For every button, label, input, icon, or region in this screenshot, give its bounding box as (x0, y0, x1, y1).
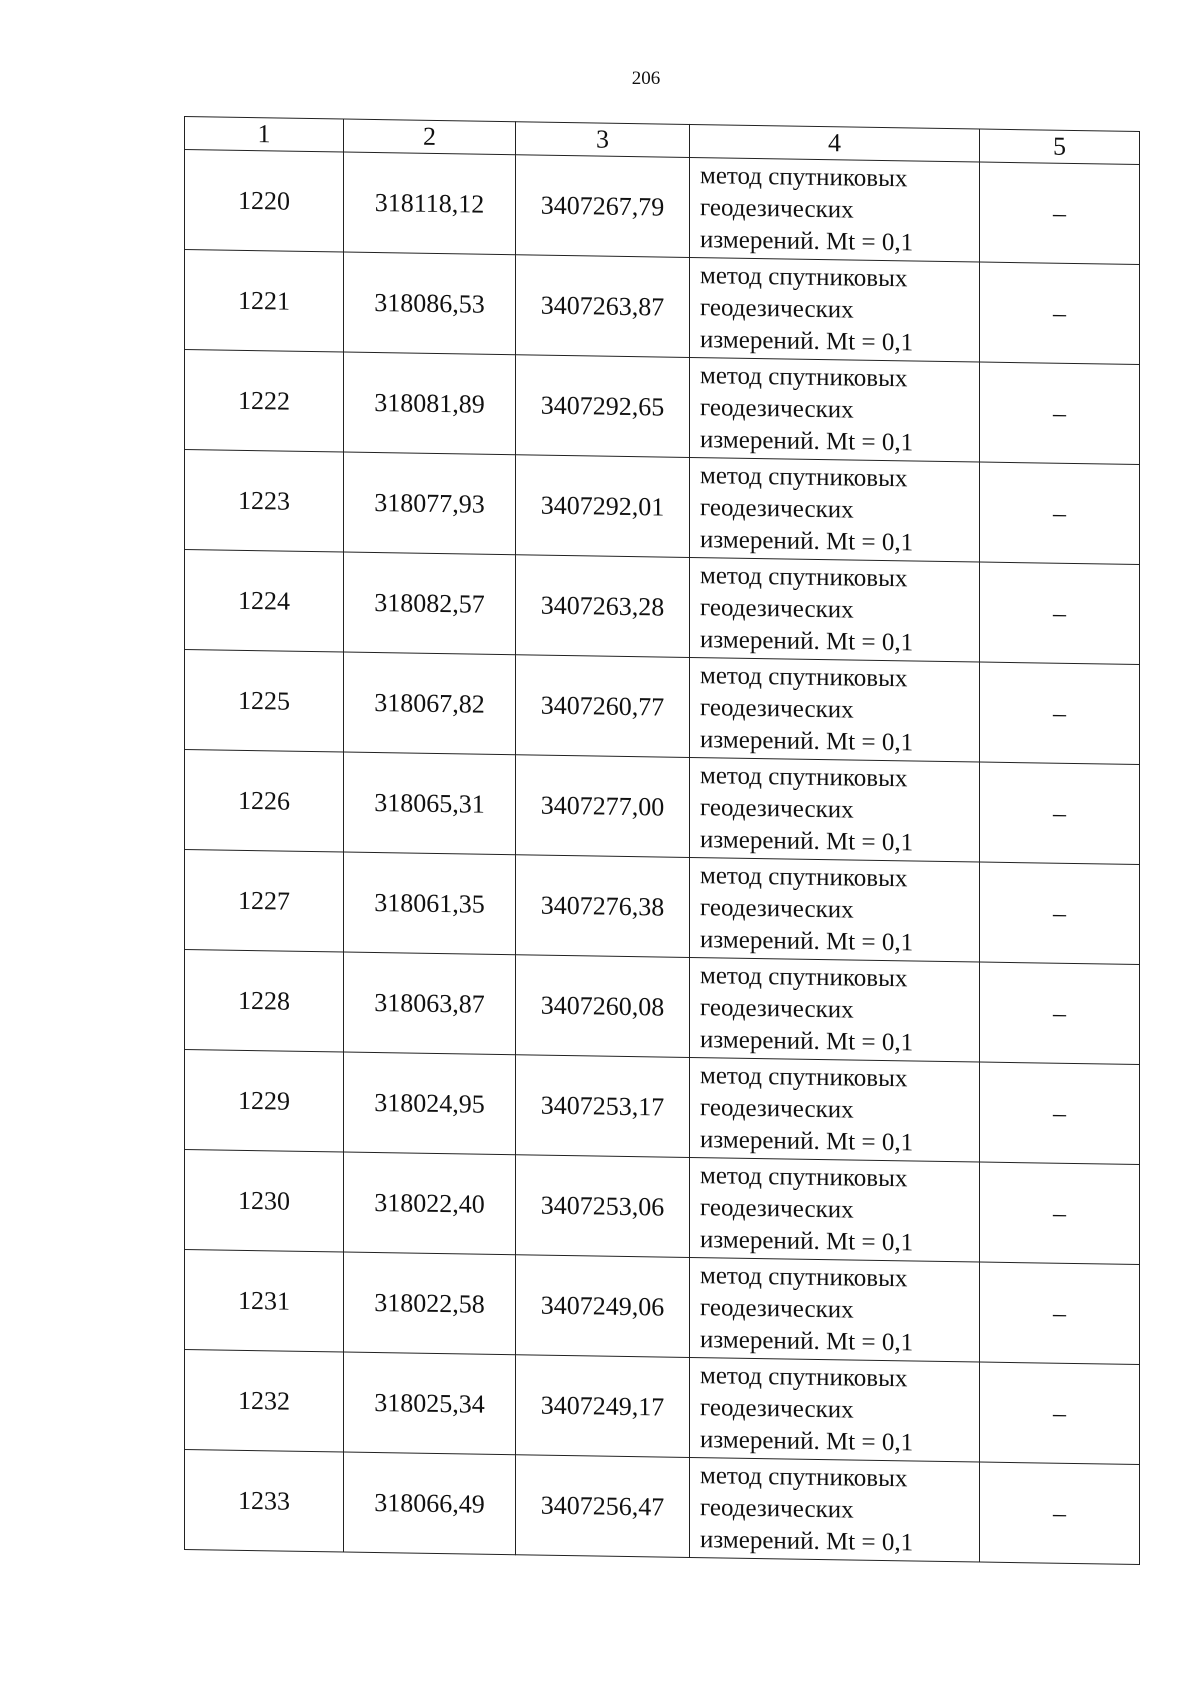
method-cell: метод спутниковых геодезических измерений. Mt = 0,1 (690, 357, 980, 462)
y-coordinate-cell: 3407260,77 (516, 655, 690, 758)
y-coordinate-cell: 3407263,87 (516, 255, 690, 358)
point-number-cell: 1221 (185, 250, 344, 352)
method-cell: метод спутниковых геодезических измерений. Mt = 0,1 (690, 857, 980, 962)
method-cell: метод спутниковых геодезических измерений. Mt = 0,1 (690, 1057, 980, 1162)
table-body (185, 150, 1140, 1565)
x-coordinate-cell: 318077,93 (344, 452, 516, 555)
point-number-cell: 1229 (185, 1050, 344, 1152)
y-coordinate-cell: 3407267,79 (516, 155, 690, 258)
x-coordinate-cell: 318061,35 (344, 852, 516, 955)
point-number-cell: 1230 (185, 1150, 344, 1252)
point-number-cell: 1231 (185, 1250, 344, 1352)
note-cell: – (980, 662, 1140, 765)
note-cell: – (980, 1062, 1140, 1165)
note-cell: – (980, 362, 1140, 465)
table-row (185, 350, 1140, 465)
table-row (185, 1450, 1140, 1565)
column-header-2: 2 (344, 119, 516, 155)
y-coordinate-cell: 3407260,08 (516, 955, 690, 1058)
note-cell: – (980, 1262, 1140, 1365)
y-coordinate-cell: 3407256,47 (516, 1455, 690, 1558)
point-number-cell: 1224 (185, 550, 344, 652)
method-cell: метод спутниковых геодезических измерений. Mt = 0,1 (690, 1457, 980, 1562)
y-coordinate-cell: 3407253,17 (516, 1055, 690, 1158)
method-cell: метод спутниковых геодезических измерений. Mt = 0,1 (690, 157, 980, 262)
x-coordinate-cell: 318066,49 (344, 1452, 516, 1555)
method-cell: метод спутниковых геодезических измерений. Mt = 0,1 (690, 657, 980, 762)
y-coordinate-cell: 3407253,06 (516, 1155, 690, 1258)
y-coordinate-cell: 3407249,17 (516, 1355, 690, 1458)
y-coordinate-cell: 3407292,65 (516, 355, 690, 458)
point-number-cell: 1220 (185, 150, 344, 252)
note-cell: – (980, 762, 1140, 865)
method-cell: метод спутниковых геодезических измерений. Mt = 0,1 (690, 757, 980, 862)
x-coordinate-cell: 318025,34 (344, 1352, 516, 1455)
method-cell: метод спутниковых геодезических измерений. Mt = 0,1 (690, 457, 980, 562)
note-cell: – (980, 862, 1140, 965)
x-coordinate-cell: 318022,58 (344, 1252, 516, 1355)
method-cell: метод спутниковых геодезических измерений. Mt = 0,1 (690, 957, 980, 1062)
table-row (185, 150, 1140, 265)
x-coordinate-cell: 318063,87 (344, 952, 516, 1055)
x-coordinate-cell: 318065,31 (344, 752, 516, 855)
note-cell: – (980, 1362, 1140, 1465)
table-row (185, 750, 1140, 865)
table-row (185, 550, 1140, 665)
coordinates-table (184, 116, 1140, 1565)
table-row (185, 1350, 1140, 1465)
note-cell: – (980, 1162, 1140, 1265)
y-coordinate-cell: 3407292,01 (516, 455, 690, 558)
point-number-cell: 1227 (185, 850, 344, 952)
table-row (185, 1150, 1140, 1265)
note-cell: – (980, 1462, 1140, 1565)
point-number-cell: 1222 (185, 350, 344, 452)
table-row (185, 250, 1140, 365)
y-coordinate-cell: 3407249,06 (516, 1255, 690, 1358)
table-row (185, 850, 1140, 965)
x-coordinate-cell: 318022,40 (344, 1152, 516, 1255)
y-coordinate-cell: 3407276,38 (516, 855, 690, 958)
point-number-cell: 1226 (185, 750, 344, 852)
column-header-1: 1 (185, 117, 344, 152)
point-number-cell: 1232 (185, 1350, 344, 1452)
note-cell: – (980, 962, 1140, 1065)
point-number-cell: 1223 (185, 450, 344, 552)
x-coordinate-cell: 318118,12 (344, 152, 516, 255)
note-cell: – (980, 462, 1140, 565)
table-row (185, 950, 1140, 1065)
y-coordinate-cell: 3407277,00 (516, 755, 690, 858)
point-number-cell: 1233 (185, 1450, 344, 1552)
column-header-5: 5 (980, 129, 1140, 165)
x-coordinate-cell: 318082,57 (344, 552, 516, 655)
note-cell: – (980, 262, 1140, 365)
page-number: 206 (631, 68, 661, 89)
method-cell: метод спутниковых геодезических измерений. Mt = 0,1 (690, 257, 980, 362)
point-number-cell: 1225 (185, 650, 344, 752)
note-cell: – (980, 162, 1140, 265)
point-number-cell: 1228 (185, 950, 344, 1052)
note-cell: – (980, 562, 1140, 665)
table-row (185, 650, 1140, 765)
method-cell: метод спутниковых геодезических измерений. Mt = 0,1 (690, 1157, 980, 1262)
table-row (185, 1050, 1140, 1165)
method-cell: метод спутниковых геодезических измерений. Mt = 0,1 (690, 557, 980, 662)
method-cell: метод спутниковых геодезических измерений. Mt = 0,1 (690, 1357, 980, 1462)
column-header-4: 4 (690, 124, 980, 162)
table-row (185, 1250, 1140, 1365)
table-row (185, 450, 1140, 565)
x-coordinate-cell: 318081,89 (344, 352, 516, 455)
x-coordinate-cell: 318067,82 (344, 652, 516, 755)
x-coordinate-cell: 318024,95 (344, 1052, 516, 1155)
method-cell: метод спутниковых геодезических измерений. Mt = 0,1 (690, 1257, 980, 1362)
y-coordinate-cell: 3407263,28 (516, 555, 690, 658)
x-coordinate-cell: 318086,53 (344, 252, 516, 355)
column-header-3: 3 (516, 122, 690, 158)
